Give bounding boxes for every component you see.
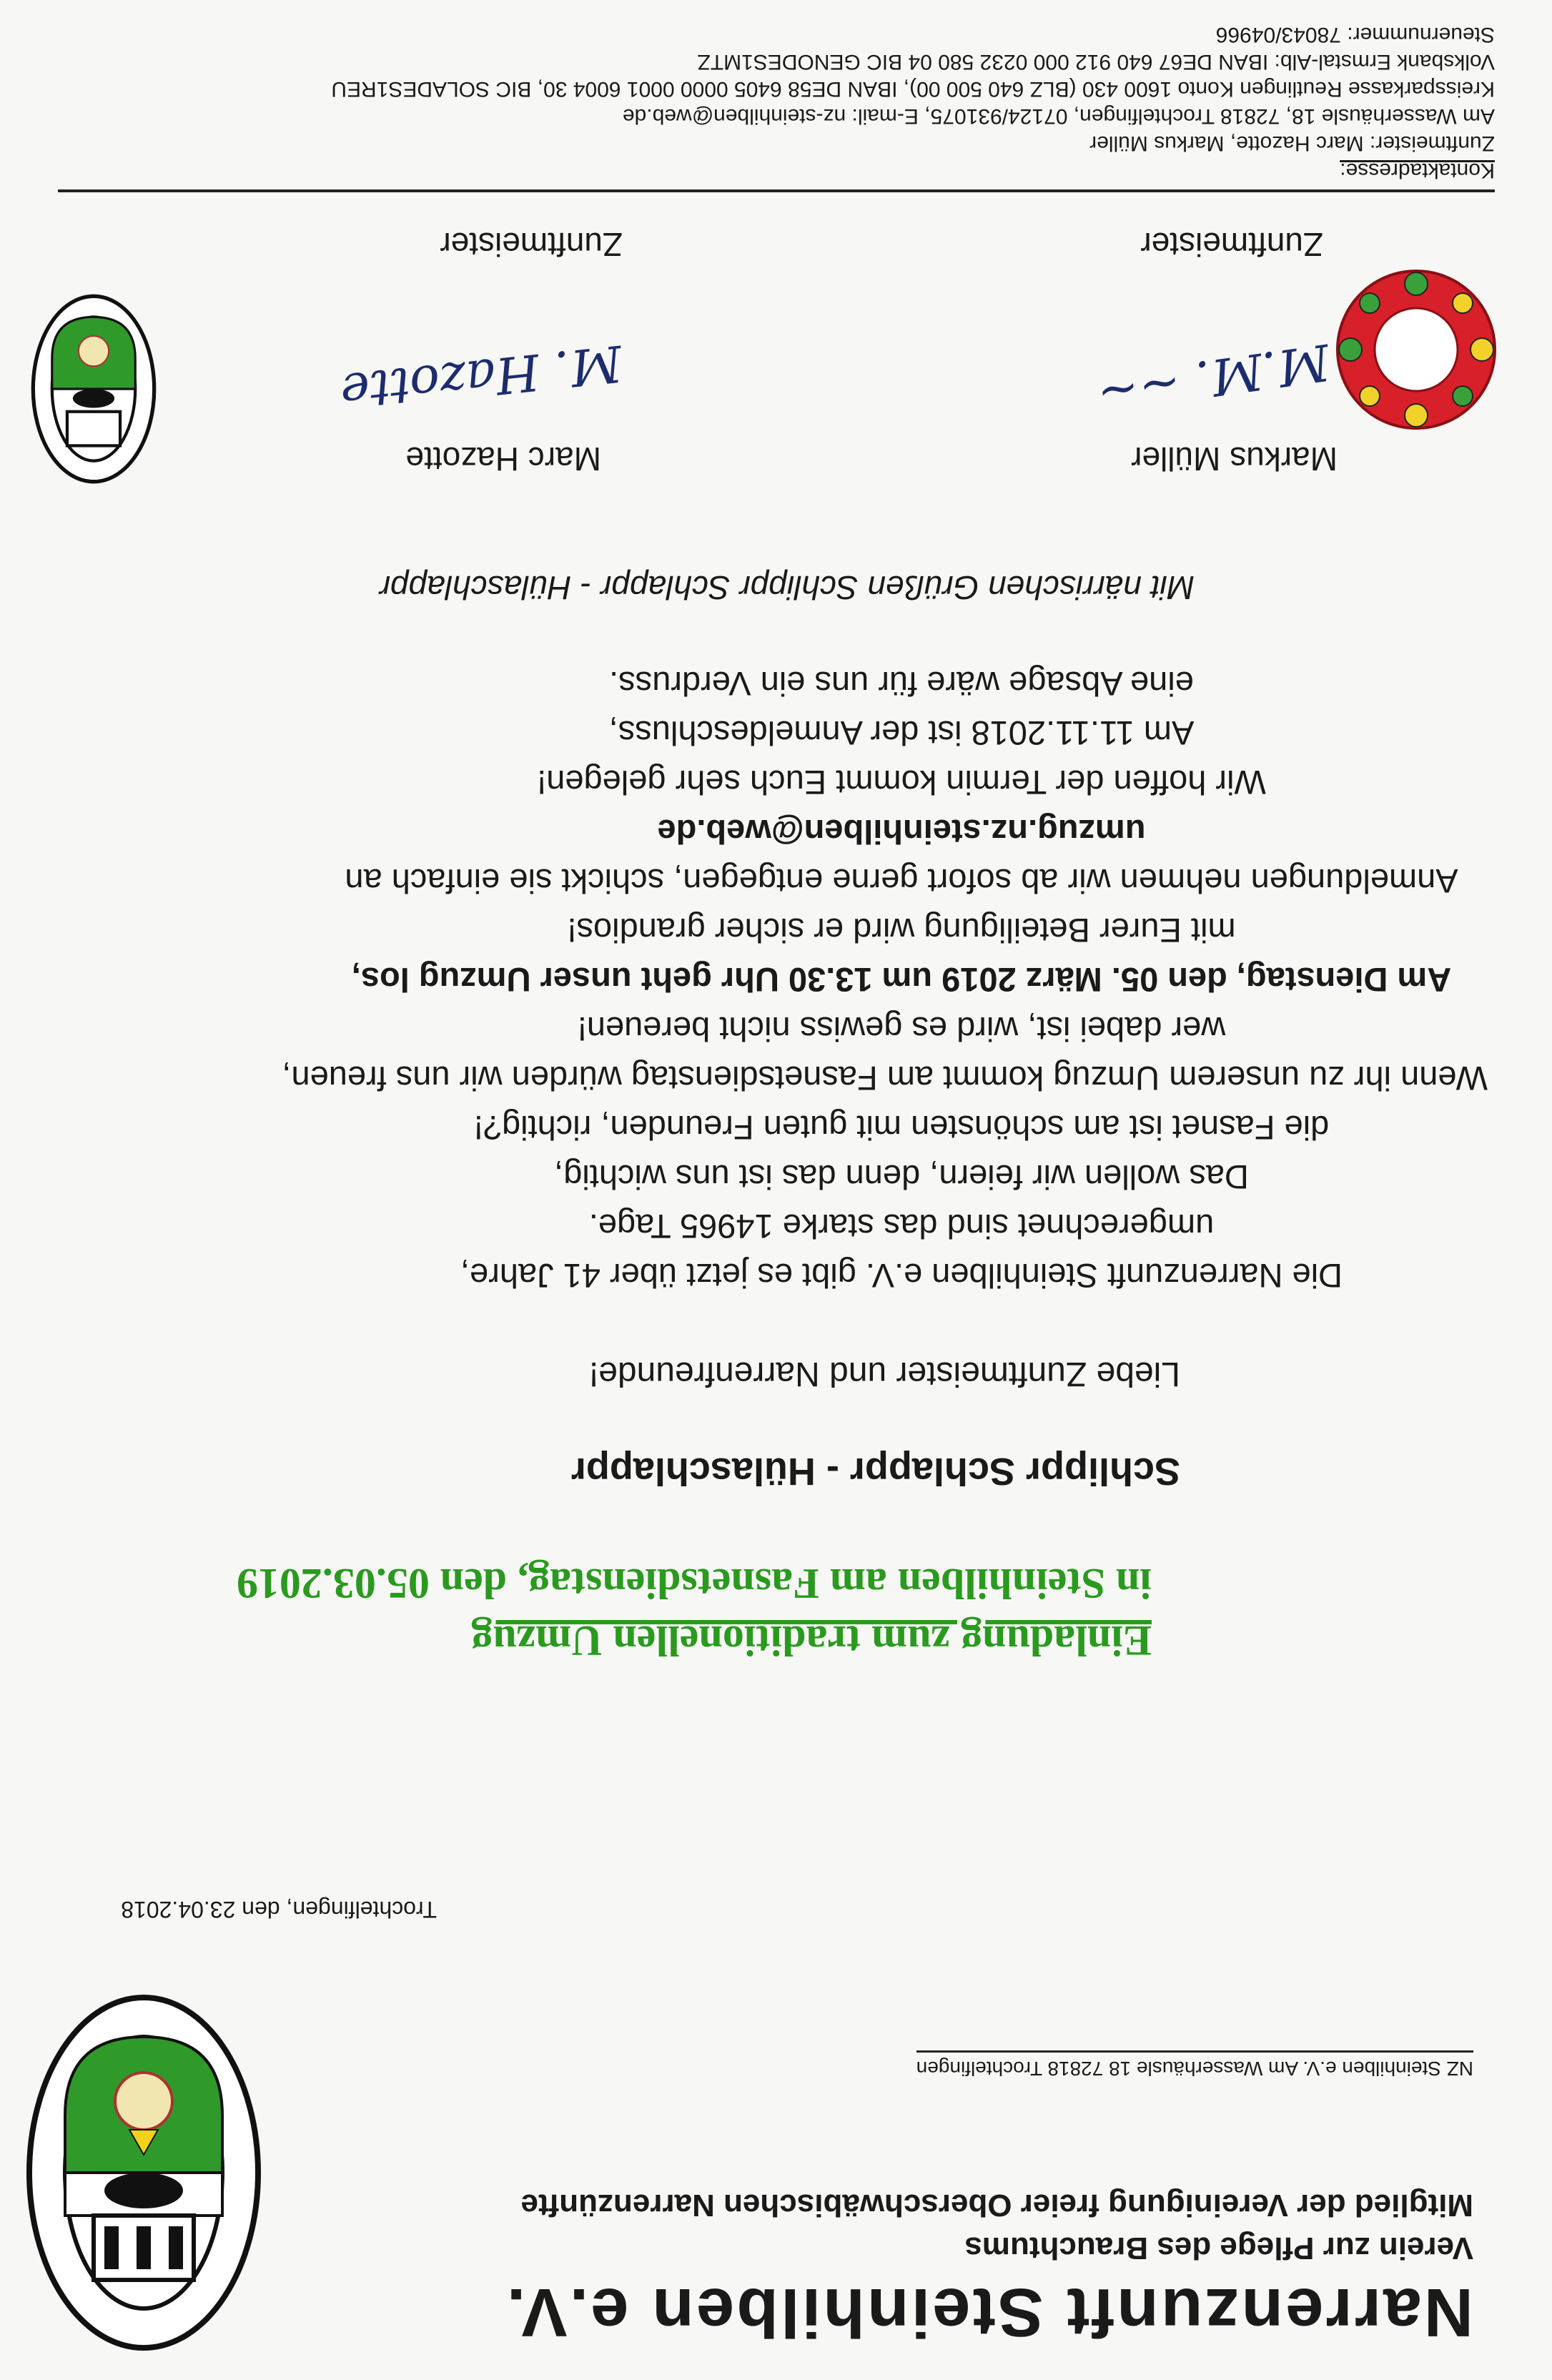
body-line: Anmeldungen nehmen wir ab sofort gerne entgegen, schickt sie einfach an [345,862,1458,900]
event-date-line: Am Dienstag, den 05. März 2019 um 13.30 Uhr geht unser Umzug los, [351,961,1452,999]
org-subtitle: Verein zur Pflege des Brauchtums [964,2231,1473,2266]
registration-email: umzug.nz.steinhilben@web.de [657,813,1146,851]
date-line: Trochtelfingen, den 23.04.2018 [121,1897,437,1922]
signatory-right-name: Marc Hazotte [405,440,601,478]
footer-line: Volksbank Ermstal-Alb: IBAN DE67 640 912 000 0232 580 04 BIC GENODES1MTZ [697,50,1495,74]
org-name: Narrenzunft Steinhilben e.V. [504,2274,1473,2351]
footer-line: Kreissparkasse Reutlingen Konto 1600 430 (BLZ 640 500 00), IBAN DE58 6405 0000 0001 6004 30, BIC SOLADES1REU [331,77,1495,101]
signature-left: M.M. ~~ [1093,332,1334,423]
footer-line: Zunftmeister: Marc Hazotte, Markus Müller [1089,132,1495,155]
body-line: die Fasnet ist am schönsten mit guten Freunden, richtig?! [473,1109,1330,1147]
return-address: NZ Steinhilben e.V. Am Wasserhäusle 18 72818 Trochtelfingen [916,2050,1473,2080]
body-text [282,659,1488,1300]
body-line: mit Eurer Beteiligung wird er sicher grandios! [567,912,1236,949]
body-line: Die Narrenzunft Steinhilben e.V. gibt es jetzt über 41 Jahre, [460,1257,1343,1295]
body-line: Wir hoffen der Termin kommt Euch sehr gelegen! [537,764,1266,801]
signature-right: M. Hazotte [337,333,626,422]
zunft-logo-small [29,285,158,493]
invitation-title: Einladung zum traditionellen Umzug [471,1617,1152,1664]
body-line: Am 11.11.2018 ist der Anmeldeschluss, [608,714,1195,752]
footer-label: Kontaktadresse: [1340,159,1495,182]
org-membership: Mitglied der Vereinigung freier Oberschwäbischen Narrenzünfte [520,2188,1473,2223]
slogan: Schlippr Schlappr - Hülaschlappr [570,1450,1180,1493]
footer-contact [58,21,1495,192]
body-line: Wenn ihr zu unserem Umzug kommt am Fasnetsdienstag würden wir uns freuen, [282,1060,1488,1097]
footer-line: Steuernummer: 78043/04966 [1215,23,1495,46]
association-stamp [1330,264,1502,435]
closing-line: Mit närrischen Grüßen Schlippr Schlappr - Hülaschlappr [379,569,1195,606]
signatory-left-name: Markus Müller [1131,440,1338,478]
zunft-logo [22,1987,265,2359]
greeting: Liebe Zunftmeister und Narrenfreunde! [588,1355,1180,1393]
signatory-left-title: Zunftmeister [1140,226,1323,263]
invitation-subtitle: in Steinhilben am Fasnetsdienstag, den 05.03.2019 [236,1560,1152,1607]
body-line: Das wollen wir feiern, denn das ist uns wichtig, [554,1158,1249,1196]
signatory-right-title: Zunftmeister [440,226,623,263]
body-line: wer dabei ist, wird es gewiss nicht bereuen! [577,1010,1226,1048]
body-line: umgerechnet sind das starke 14965 Tage. [588,1208,1215,1245]
footer-line: Am Wasserhäusle 18, 72818 Trochtelfingen, 07124/931075, E-mail: nz-steinhilben@web.de [622,104,1495,128]
body-line: eine Absage wäre für uns ein Verdruss. [609,665,1194,703]
